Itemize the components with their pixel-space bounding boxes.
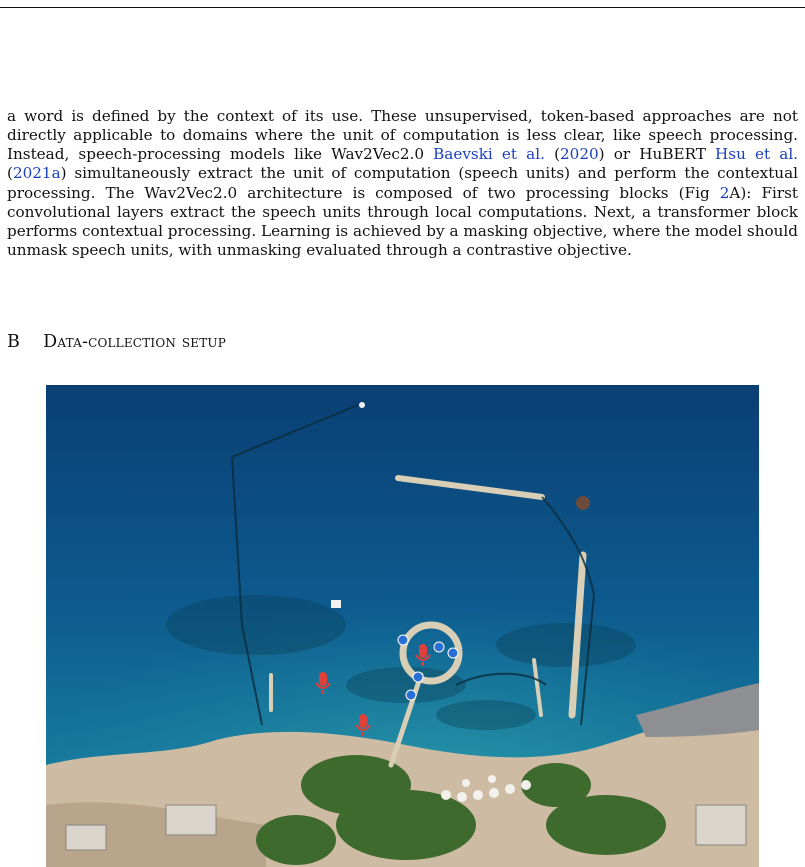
hydrophone-node-icon bbox=[406, 690, 416, 700]
buoy bbox=[359, 402, 365, 408]
text-run: ) simultaneously extract the unit of computation (speech units) and perform the contextual processing. The Wav2Vec2.0 architecture is composed of two processing blocks (Fig bbox=[7, 164, 798, 202]
citation-baevski-author[interactable]: Baevski et al. bbox=[433, 145, 545, 164]
section-heading bbox=[7, 332, 226, 352]
aerial-photo-figure bbox=[46, 385, 759, 867]
text-run: ( bbox=[7, 164, 13, 183]
hydrophone-node-icon bbox=[448, 648, 458, 658]
citation-hsu-author[interactable]: Hsu et al. bbox=[715, 145, 799, 164]
text-run: a word is defined by the context of its use. These unsupervised, token-based approaches are not directly applicable to domains where the unit of computation is less clear, like speech processing. Instead, speech-processing models like Wav2Vec2.0 bbox=[7, 107, 798, 164]
gazebo bbox=[576, 496, 590, 510]
figure-reference-link[interactable]: 2 bbox=[719, 183, 730, 202]
citation-hsu-year[interactable]: 2021a bbox=[12, 164, 61, 183]
text-run: A): First convolutional layers extract the speech units through local computations. Next, a transformer block performs contextual processing. Learning is achieved by a masking objective, where the model should unmask speech units, with unmasking evaluated through a contrastive objective. bbox=[7, 183, 798, 259]
section-title: Data-collection setup bbox=[43, 332, 227, 352]
boat bbox=[331, 600, 341, 608]
text-run: ) or HuBERT bbox=[598, 145, 716, 164]
page-top-rule bbox=[0, 7, 805, 8]
hydrophone-node-icon bbox=[434, 642, 444, 652]
hydrophone-node-icon bbox=[413, 672, 423, 682]
section-number: B bbox=[7, 332, 21, 352]
citation-baevski-year[interactable]: 2020 bbox=[560, 145, 599, 164]
text-run: ( bbox=[544, 145, 561, 164]
aerial-photo bbox=[46, 385, 759, 867]
hydrophone-node-icon bbox=[398, 635, 408, 645]
body-paragraph bbox=[7, 107, 798, 260]
